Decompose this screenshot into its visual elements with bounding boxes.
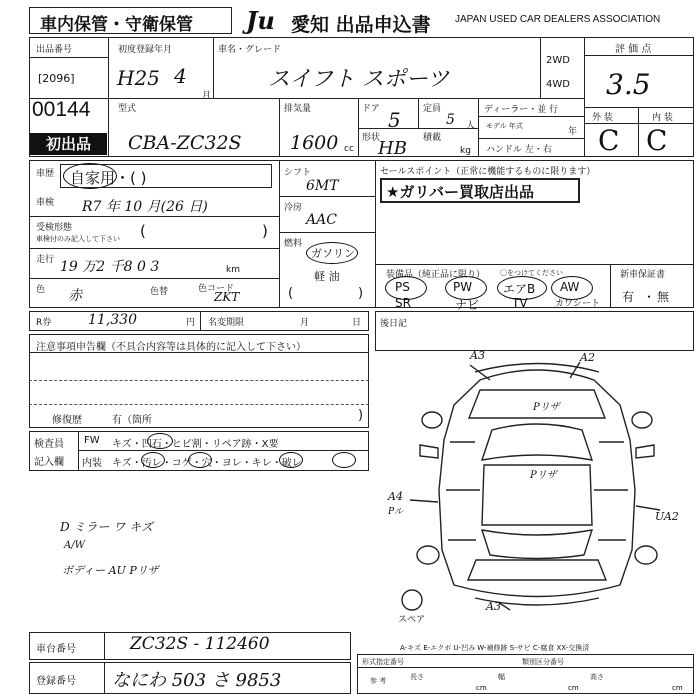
dealer-label: ディーラー・並 行 — [484, 105, 559, 115]
car-name-label: 車名・グレード — [218, 45, 282, 55]
damage-a2-front: A2 — [580, 351, 595, 364]
equip-airbag: エアB — [503, 282, 536, 296]
score-value: 3.5 — [606, 68, 651, 101]
note-line-1: D ミラー ワ キズ — [60, 520, 153, 534]
damage-mark-left: Pル — [388, 507, 404, 517]
color-code-label: 色コード — [198, 284, 235, 294]
ac-value: AAC — [306, 212, 337, 228]
notes-label: 注意事項申告欄（不具合内容等は具体的に記入して下さい） — [36, 342, 306, 353]
sales-point-label: セールスポイント（正常に機能するものに限ります） — [380, 167, 596, 177]
repair-label: 修復歴 — [52, 415, 82, 426]
deadline-month: 月 — [300, 318, 310, 328]
inspector-fw: FW — [84, 435, 100, 446]
lot-number: 00144 — [32, 98, 91, 121]
storage-tag-text: 車内保管・守衛保管 — [40, 15, 193, 35]
damage-pri-roof: Pリザ — [530, 470, 557, 481]
ref-label: 参 考 — [370, 677, 387, 685]
damage-pri-hood: Pリザ — [533, 402, 560, 413]
cc-unit: cc — [344, 144, 354, 154]
inspection-form-note: 車検付のみ記入して下さい — [36, 235, 120, 243]
color-change-label: 色替 — [150, 287, 169, 297]
interior-label: 内 装 — [652, 113, 673, 123]
inspector-label-1: 検査員 — [34, 439, 64, 450]
ju-logo: Ju — [246, 6, 275, 35]
damage-a3-front: A3 — [470, 349, 485, 362]
reg-no-label: 登録番号 — [36, 676, 76, 687]
r-ticket-value: 11,330 — [88, 312, 137, 328]
warranty-label: 新車保証書 — [620, 270, 666, 280]
gulliver-text: ★ガリバー買取店出品 — [386, 183, 534, 201]
load-unit: kg — [460, 146, 471, 156]
month-unit: 月 — [202, 91, 212, 101]
displacement-value: 1600 — [290, 132, 339, 154]
equipment-note: 〇をつけてください — [500, 269, 563, 277]
4wd-option: 4WD — [546, 79, 570, 90]
score-label: 評 価 点 — [615, 44, 652, 55]
repair-value: 有（箇所 — [112, 415, 152, 426]
inspection-label: 車検 — [36, 198, 55, 208]
reg-year-label: 初度登録年月 — [118, 45, 173, 55]
color-code-value: ZKT — [214, 290, 240, 304]
door-value: 5 — [388, 108, 401, 132]
2wd-option: 2WD — [546, 55, 570, 66]
ac-label: 冷房 — [284, 203, 303, 213]
warranty-yes: 有 — [622, 290, 635, 304]
lot-label: 出品番号 — [36, 45, 73, 55]
shape-value: HB — [378, 138, 407, 159]
use-value: 自家用・( ) — [70, 169, 147, 187]
reg-year-value: H25 — [117, 66, 160, 90]
interior-grade: C — [646, 124, 668, 157]
class-no-label: 類別区分番号 — [522, 658, 564, 666]
model-label: 型式 — [118, 104, 137, 114]
car-diagram — [380, 350, 694, 620]
model-value: CBA-ZC32S — [128, 132, 242, 154]
damage-legend: A-キズ E-エクボ U-凹み W-補修跡 S-サビ C-腐食 XX-交換済 — [400, 644, 590, 652]
equip-pw: PW — [453, 280, 473, 294]
use-label: 車歴 — [36, 169, 55, 179]
exterior-label: 外 装 — [592, 113, 613, 123]
length-label: 長さ — [410, 673, 424, 681]
after-note-box — [375, 311, 694, 351]
height-unit: cm — [672, 684, 683, 692]
equip-tv: TV — [512, 296, 528, 310]
shift-value: 6MT — [306, 178, 339, 194]
inspector-interior: 内装 — [82, 458, 102, 469]
inspector-line-1: キズ・凹石・ヒビ割・リペア跡・X要 — [112, 439, 279, 450]
chassis-label: 車台番号 — [36, 644, 76, 655]
fuel-label: 燃料 — [284, 239, 303, 249]
mileage-unit: km — [226, 265, 240, 275]
door-label: ドア — [362, 104, 380, 114]
equip-ps: PS — [395, 280, 410, 294]
equip-navi: ナビ — [455, 298, 480, 312]
first-listing-badge: 初出品 — [30, 133, 107, 155]
width-label: 幅 — [498, 673, 505, 681]
reg-no-value: なにわ 503 さ 9853 — [112, 670, 282, 691]
note-line-2: A/W — [64, 540, 85, 551]
capacity-unit: 人 — [466, 121, 476, 131]
spare-label: スペア — [398, 615, 426, 625]
reg-month-value: 4 — [174, 64, 187, 88]
fuel-gasoline: ガソリン — [311, 247, 355, 260]
width-unit: cm — [568, 684, 579, 692]
note-line-3: ボディー AU Pリザ — [62, 564, 159, 577]
inspection-form-label: 受検形態 — [36, 223, 73, 233]
model-year-label: モデル 年式 — [486, 122, 523, 130]
association-name: JAPAN USED CAR DEALERS ASSOCIATION — [455, 14, 661, 25]
form-no-label: 形式指定番号 — [362, 658, 404, 666]
color-label: 色 — [36, 285, 46, 295]
handle-label: ハンドル 左・右 — [486, 145, 552, 155]
shift-label: シフト — [284, 168, 312, 178]
inspector-line-2: キズ・汚レ・コゲ・穴・ヨレ・キレ・破レ — [112, 458, 302, 469]
load-label: 積載 — [423, 133, 442, 143]
damage-a3-rear: A3 — [486, 600, 501, 613]
displacement-label: 排気量 — [284, 104, 312, 114]
inspection-value: R7 年 10 月(26 日) — [82, 199, 208, 215]
capacity-value: 5 — [446, 112, 455, 128]
height-label: 高さ — [590, 673, 604, 681]
year-unit: 年 — [568, 127, 578, 137]
r-ticket-label: R券 — [36, 318, 52, 328]
mileage-label: 走行 — [36, 255, 55, 265]
lot-small: [2096] — [38, 72, 75, 85]
mileage-value: 19 万2 千8 0 3 — [60, 259, 160, 275]
inspector-label-2: 記入欄 — [34, 457, 64, 468]
capacity-label: 定員 — [423, 104, 442, 114]
shape-label: 形状 — [362, 133, 381, 143]
deadline-day: 日 — [352, 318, 362, 328]
equip-aw: AW — [560, 280, 580, 294]
chassis-value: ZC32S - 112460 — [130, 634, 270, 654]
exterior-grade: C — [598, 124, 620, 157]
equip-sr: SR — [395, 296, 411, 310]
after-note-label: 後日記 — [380, 319, 408, 329]
length-unit: cm — [476, 684, 487, 692]
color-value: 赤 — [68, 288, 82, 304]
r-ticket-unit: 円 — [186, 318, 196, 328]
warranty-no: 無 — [657, 290, 670, 304]
r-ticket-row — [29, 311, 369, 331]
damage-ua2-right: UA2 — [655, 510, 679, 523]
fuel-diesel: 軽 油 — [314, 270, 340, 283]
deadline-label: 名変期限 — [208, 318, 245, 328]
damage-a4-left: A4 — [388, 490, 403, 503]
equip-seat: カワシート — [555, 299, 601, 309]
form-title: 愛知 出品申込書 — [291, 14, 431, 36]
car-name-value: スイフト スポーツ — [268, 67, 450, 92]
equipment-label: 装備品（純正品に限り） — [386, 270, 486, 280]
